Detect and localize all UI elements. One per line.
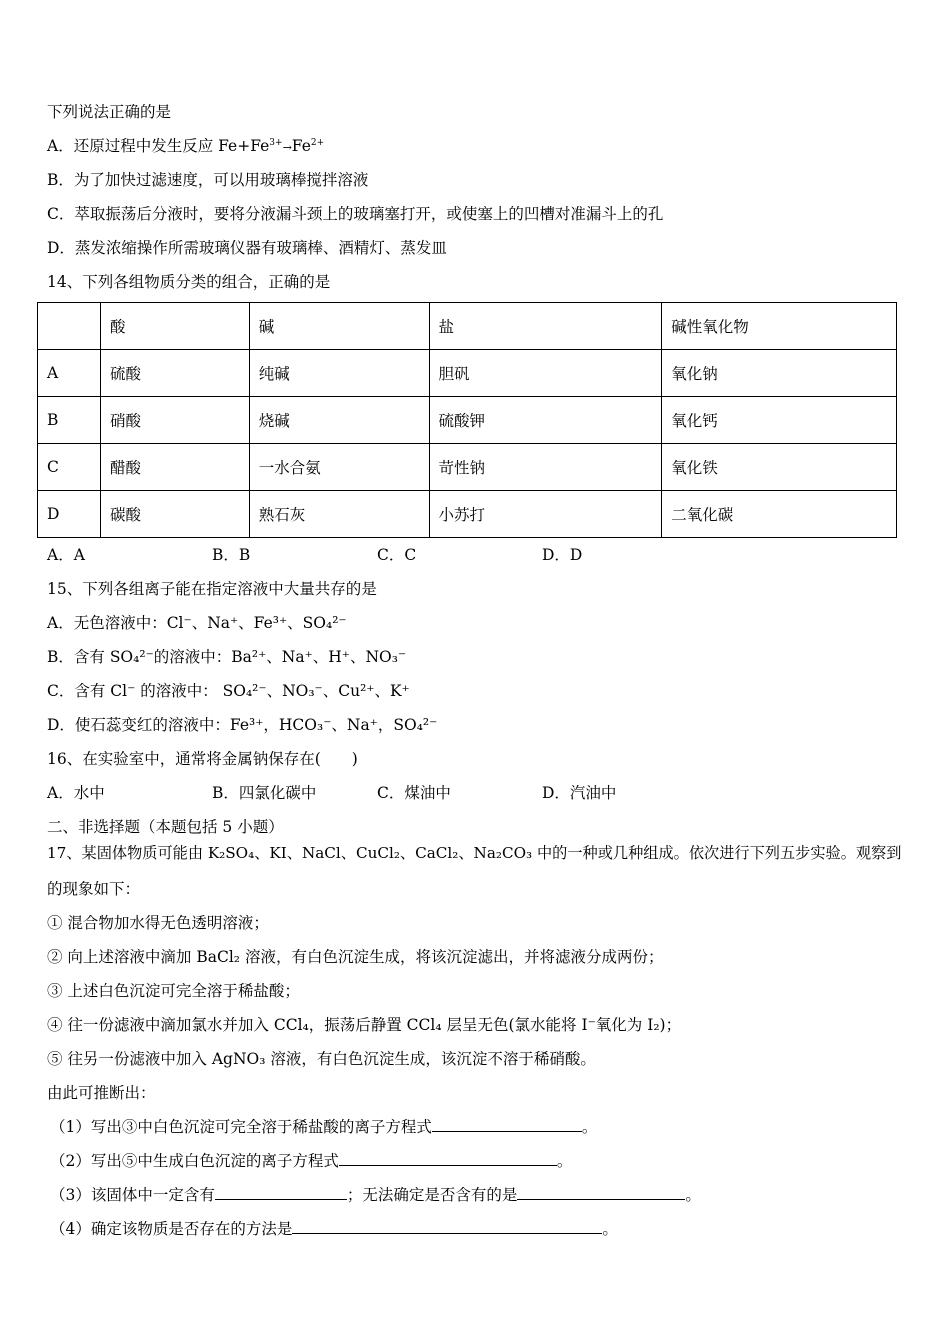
q17-part-3 <box>50 1185 701 1205</box>
q14-option-a: A．A <box>47 546 85 564</box>
q13-option-c: C．萃取振荡后分液时，要将分液漏斗颈上的玻璃塞打开，或使塞上的凹槽对准漏斗上的孔 <box>47 205 664 223</box>
q17-part-2-text: （2）写出⑤中生成白色沉淀的离子方程式 <box>50 1152 339 1170</box>
q13-option-a-sup1: 3+ <box>269 137 283 148</box>
answer-blank[interactable] <box>339 1151 557 1166</box>
answer-blank[interactable] <box>432 1117 582 1132</box>
table-cell: 醋酸 <box>100 444 249 491</box>
q13-option-a-arrow: → <box>282 141 292 154</box>
q15-option-c: C．含有 Cl⁻ 的溶液中： SO₄²⁻、NO₃⁻、Cu²⁺、K⁺ <box>47 682 410 700</box>
q16-option-c: C．煤油中 <box>377 784 451 802</box>
q17-part-1-end: 。 <box>581 1118 598 1136</box>
q17-part-3-text-b: ；无法确定是否含有的是 <box>346 1186 518 1204</box>
q17-step-3: ③ 上述白色沉淀可完全溶于稀盐酸； <box>47 982 300 1000</box>
table-header-cell: 酸 <box>100 303 249 350</box>
table-cell: 碳酸 <box>100 491 249 538</box>
table-cell: 硫酸钾 <box>429 397 662 444</box>
table-cell: 硫酸 <box>100 350 249 397</box>
q13-option-a-text: A．还原过程中发生反应 Fe+Fe <box>47 137 270 155</box>
q15-option-a: A．无色溶液中：Cl⁻、Na⁺、Fe³⁺、SO₄²⁻ <box>47 614 347 632</box>
table-cell: 氧化钠 <box>662 350 897 397</box>
table-cell: 烧碱 <box>249 397 429 444</box>
table-cell: 胆矾 <box>429 350 662 397</box>
table-row <box>38 491 897 538</box>
q13-option-d: D．蒸发浓缩操作所需玻璃仪器有玻璃棒、酒精灯、蒸发皿 <box>47 239 447 257</box>
table-header-cell: 碱性氧化物 <box>662 303 897 350</box>
table-cell: 熟石灰 <box>249 491 429 538</box>
q15-option-d: D．使石蕊变红的溶液中：Fe³⁺，HCO₃⁻、Na⁺，SO₄²⁻ <box>47 716 438 734</box>
table-cell: 小苏打 <box>429 491 662 538</box>
table-header-cell: 盐 <box>429 303 662 350</box>
table-row <box>38 444 897 491</box>
q13-option-a <box>47 136 324 158</box>
q14-option-c: C．C <box>377 546 417 564</box>
q13-option-a-fe: Fe <box>291 137 311 155</box>
q17-part-4-end: 。 <box>602 1220 618 1238</box>
q16-option-a: A．水中 <box>47 784 105 802</box>
answer-blank[interactable] <box>215 1185 347 1200</box>
q17-step-5: ⑤ 往另一份滤液中加入 AgNO₃ 溶液，有白色沉淀生成，该沉淀不溶于稀硝酸。 <box>47 1050 596 1068</box>
q17-part-3-end: 。 <box>685 1186 701 1204</box>
table-header-cell: 碱 <box>249 303 429 350</box>
table-cell: C <box>38 444 101 491</box>
q14-option-b: B．B <box>212 546 251 564</box>
table-row <box>38 397 897 444</box>
q15-option-b: B．含有 SO₄²⁻的溶液中：Ba²⁺、Na⁺、H⁺、NO₃⁻ <box>47 648 407 666</box>
q17-part-3-text-a: （3）该固体中一定含有 <box>50 1186 215 1204</box>
q13-stem: 下列说法正确的是 <box>47 103 172 121</box>
table-cell: 二氧化碳 <box>662 491 897 538</box>
table-row <box>38 350 897 397</box>
q17-part-4 <box>50 1219 618 1239</box>
q17-stem-line1: 17、某固体物质可能由 K₂SO₄、KI、NaCl、CuCl₂、CaCl₂、Na₂CO₃ 中的一种或几种组成。依次进行下列五步实验。观察到 <box>47 844 902 862</box>
q17-part-1 <box>50 1117 597 1137</box>
answer-blank[interactable] <box>517 1185 685 1200</box>
q17-step-4: ④ 往一份滤液中滴加氯水并加入 CCl₄，振荡后静置 CCl₄ 层呈无色(氯水能将 I⁻氧化为 I₂)； <box>47 1016 682 1034</box>
q16-option-d: D．汽油中 <box>542 784 617 802</box>
answer-blank[interactable] <box>292 1219 602 1234</box>
q14-stem: 14、下列各组物质分类的组合，正确的是 <box>47 273 331 291</box>
q13-option-a-sup2: 2+ <box>310 137 325 148</box>
table-header-cell <box>38 303 101 350</box>
q13-option-b: B．为了加快过滤速度，可以用玻璃棒搅拌溶液 <box>47 171 369 189</box>
table-cell: 苛性钠 <box>429 444 662 491</box>
table-cell: 硝酸 <box>100 397 249 444</box>
q17-stem-line2: 的现象如下： <box>47 880 141 898</box>
q14-option-d: D．D <box>542 546 583 564</box>
q17-part-4-text: （4）确定该物质是否存在的方法是 <box>50 1220 293 1238</box>
q17-part-1-text: （1）写出③中白色沉淀可完全溶于稀盐酸的离子方程式 <box>50 1118 432 1136</box>
table-cell: D <box>38 491 101 538</box>
q17-step-1: ① 混合物加水得无色透明溶液； <box>47 914 269 932</box>
table-header-row <box>38 303 897 350</box>
q14-classification-table <box>37 302 897 538</box>
q16-option-b: B．四氯化碳中 <box>212 784 317 802</box>
section-2-heading: 二、非选择题（本题包括 5 小题） <box>47 818 284 836</box>
q17-part-2 <box>50 1151 572 1171</box>
table-cell: 氧化钙 <box>662 397 897 444</box>
table-cell: A <box>38 350 101 397</box>
q15-stem: 15、下列各组离子能在指定溶液中大量共存的是 <box>47 580 377 598</box>
table-cell: 一水合氨 <box>249 444 429 491</box>
q17-step-2: ② 向上述溶液中滴加 BaCl₂ 溶液，有白色沉淀生成，将该沉淀滤出，并将滤液分成两份； <box>47 948 664 966</box>
q16-stem: 16、在实验室中，通常将金属钠保存在( ) <box>47 750 358 768</box>
q17-part-2-end: 。 <box>556 1152 573 1170</box>
table-cell: B <box>38 397 101 444</box>
q17-infer: 由此可推断出： <box>47 1084 156 1102</box>
table-cell: 氧化铁 <box>662 444 897 491</box>
table-cell: 纯碱 <box>249 350 429 397</box>
